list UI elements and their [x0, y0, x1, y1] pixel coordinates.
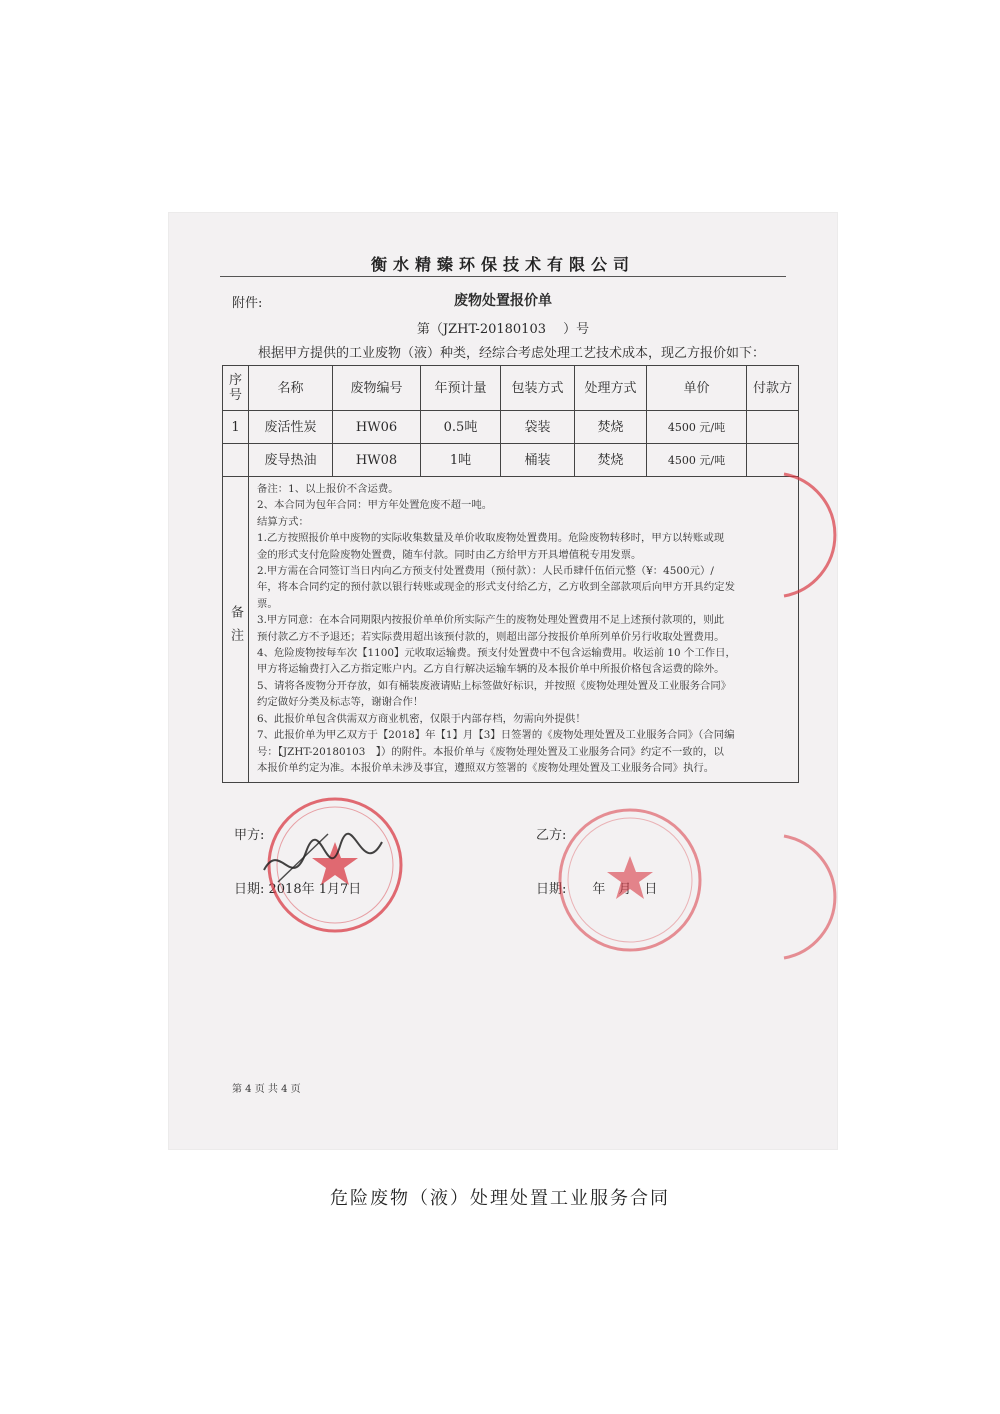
- note-line: 2、本合同为包年合同：甲方年处置危废不超一吨。: [257, 499, 493, 512]
- header-cell: 单价: [647, 366, 747, 411]
- header-cell: 废物编号: [333, 366, 421, 411]
- table-cell: 0.5吨: [421, 411, 501, 444]
- notes-cell: [249, 477, 799, 783]
- table-row: [223, 444, 799, 477]
- header-cell: 包装方式: [501, 366, 575, 411]
- form-number: 第（JZHT-20180103 ）号: [416, 322, 590, 337]
- table-cell: 焚烧: [575, 444, 647, 477]
- page-footer: 第 4 页 共 4 页: [232, 1084, 301, 1095]
- note-line: 6、此报价单包含供需双方商业机密，仅限于内部存档，勿需向外提供！: [257, 712, 586, 725]
- scanned-document-page: [168, 212, 838, 1150]
- table-cell: 废导热油: [249, 444, 333, 477]
- table-row: [223, 411, 799, 444]
- note-line: 4、危险废物按每车次【1100】元收取运输费。预支付处置费中不包含运输费用。收运前 10 个工作日，: [257, 647, 736, 660]
- note-line: 金的形式支付危险废物处置费，随车付款。同时由乙方给甲方开具增值税专用发票。: [257, 548, 642, 561]
- note-line: 7、此报价单为甲乙双方于【2018】年【1】月【3】日签署的《废物处理处置及工业服务合同》（合同编: [257, 729, 735, 742]
- note-line: 2.甲方需在合同签订当日内向乙方预支付处置费用（预付款）：人民币肆仟伍佰元整（¥：4500元）/: [257, 565, 714, 578]
- note-line: 本报价单约定为准。本报价单未涉及事宜，遵照双方签署的《废物处理处置及工业服务合同》执行。: [257, 761, 715, 774]
- note-line: 3.甲方同意：在本合同期限内按报价单单价所实际产生的废物处理处置费用不足上述预付款项的，则此: [257, 614, 725, 627]
- header-cell: 处理方式: [575, 366, 647, 411]
- table-cell: 1: [223, 411, 249, 444]
- notes-label: [223, 477, 249, 783]
- table-cell: HW08: [333, 444, 421, 477]
- handwritten-signature: [258, 822, 388, 902]
- note-line: 1.乙方按照报价单中废物的实际收集数量及单价收取废物处置费用。危险废物转移时，甲方以转账或现: [257, 532, 725, 545]
- notes-row: [223, 477, 799, 783]
- party-a-label: 甲方:: [234, 828, 265, 843]
- table-header-row: [223, 366, 799, 411]
- table-cell: 袋装: [501, 411, 575, 444]
- party-b-label: 乙方:: [536, 828, 567, 843]
- company-name: 衡水精臻环保技术有限公司: [370, 255, 635, 274]
- note-line: 号：【JZHT-20180103 】）的附件。本报价单与《废物处理处置及工业服务合同》约定不一致的，以: [257, 745, 724, 758]
- table-cell: HW06: [333, 411, 421, 444]
- table-cell: 1吨: [421, 444, 501, 477]
- note-line: 备注：1、以上报价不含运费。: [257, 483, 399, 495]
- table-cell: 4500 元/吨: [647, 444, 747, 477]
- note-line: 甲方将运输费打入乙方指定账户内。乙方自行解决运输车辆的及本报价单中所报价格包含运费的除外。: [257, 663, 725, 676]
- note-line: 预付款乙方不予退还；若实际费用超出该预付款的，则超出部分按报价单所列单价另行收取处置费用。: [257, 630, 725, 643]
- table-cell: [223, 444, 249, 477]
- table-cell: [747, 411, 799, 444]
- intro-text: 根据甲方提供的工业废物（液）种类，经综合考虑处理工艺技术成本，现乙方报价如下：: [258, 346, 766, 361]
- note-line: 年，将本合同约定的预付款以银行转账或现金的形式支付给乙方，乙方收到全部款项后向甲方开具约定发: [257, 581, 735, 594]
- note-line: 票。: [257, 597, 278, 610]
- header-rule: [220, 276, 786, 277]
- note-line: 5、请将各废物分开存放，如有桶装废液请贴上标签做好标识，并按照《废物处理处置及工业服务合同》: [257, 679, 732, 692]
- image-caption: 危险废物（液）处理处置工业服务合同: [330, 1188, 670, 1209]
- note-line: 约定做好分类及标志等，谢谢合作！: [257, 696, 424, 709]
- edge-seal-stamp-upper: [780, 470, 838, 600]
- party-b-seal-stamp: [550, 800, 710, 960]
- header-cell: 付款方: [747, 366, 799, 411]
- table-cell: 4500 元/吨: [647, 411, 747, 444]
- form-title: 废物处置报价单: [454, 293, 552, 309]
- table-cell: 废活性炭: [249, 411, 333, 444]
- attachment-label: 附件:: [232, 296, 263, 311]
- quote-table: [222, 365, 799, 783]
- note-line: 结算方式：: [257, 515, 309, 528]
- party-b-date: 日期: 年 月 日: [536, 882, 658, 897]
- table-cell: 焚烧: [575, 411, 647, 444]
- header-cell: 年预计量: [421, 366, 501, 411]
- edge-seal-stamp-lower: [780, 832, 838, 962]
- header-cell: 名称: [249, 366, 333, 411]
- notes-label-text: 备注: [228, 604, 243, 651]
- party-a-date: 日期: 2018年 1月7日: [234, 882, 362, 897]
- header-cell: 序号: [223, 366, 249, 411]
- table-cell: 桶装: [501, 444, 575, 477]
